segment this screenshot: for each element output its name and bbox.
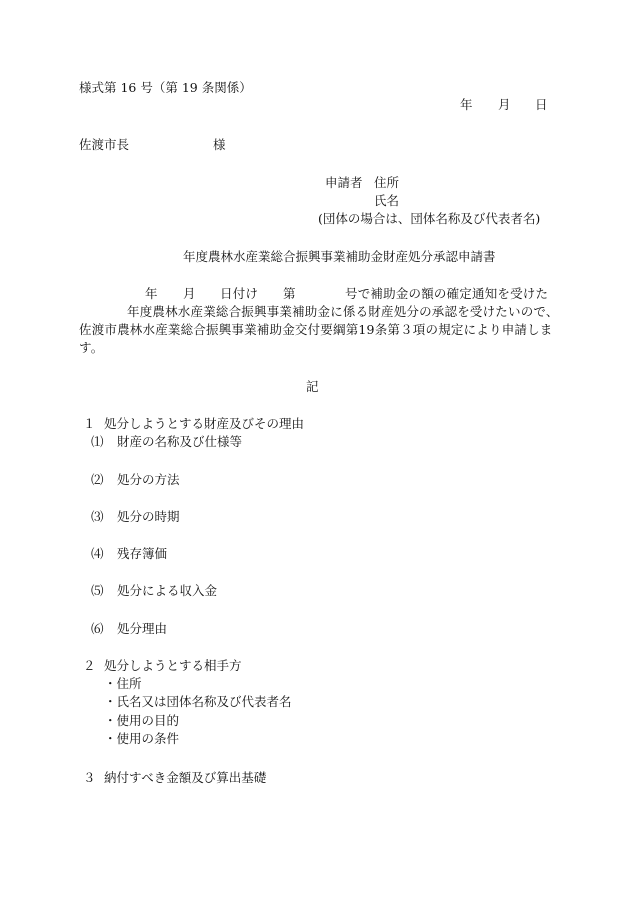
applicant-name-label: 氏名 (374, 193, 400, 208)
date-month: 月 (498, 97, 511, 112)
bullet-conditions: ・使用の条件 (104, 731, 180, 746)
item-2-label: 処分の方法 (117, 472, 180, 487)
form-label: 様式第 16 号（第 19 条関係） (79, 80, 252, 95)
section-1-num: １ (83, 416, 96, 431)
date-day: 日 (535, 97, 548, 112)
section-1-title: 処分しようとする財産及びその理由 (104, 416, 305, 431)
section-2-title: 処分しようとする相手方 (104, 658, 242, 673)
date-year: 年 (460, 97, 473, 112)
item-6-label: 処分理由 (117, 621, 168, 636)
body-line-3: 佐渡市農林水産業総合振興事業補助金交付要綱第19条第３項の規定により申請しま (79, 322, 553, 337)
ki-heading: 記 (306, 379, 319, 394)
addressee-name: 佐渡市長 (79, 137, 130, 152)
addressee-honorific: 様 (213, 137, 226, 152)
body-line-1-no-prefix: 第 (283, 286, 296, 301)
bullet-purpose: ・使用の目的 (104, 713, 180, 728)
body-line-1-no-suffix: 号で補助金の額の確定通知を受けた (345, 286, 549, 301)
body-line-1-dated: 日付け (220, 286, 259, 301)
bullet-address: ・住所 (104, 676, 142, 691)
item-3-label: 処分の時期 (117, 509, 180, 524)
item-3-num: ⑶ (91, 509, 104, 524)
body-line-2: 年度農林水産業総合振興事業補助金に係る財産処分の承認を受けたいので、 (127, 304, 559, 319)
item-5-label: 処分による収入金 (117, 583, 218, 598)
item-1-label: 財産の名称及び仕様等 (117, 434, 243, 449)
bullet-name: ・氏名又は団体名称及び代表者名 (104, 694, 292, 709)
item-2-num: ⑵ (91, 472, 104, 487)
section-3-title: 納付すべき金額及び算出基礎 (104, 770, 267, 785)
document-title: 年度農林水産業総合振興事業補助金財産処分承認申請書 (183, 249, 496, 264)
applicant-note: (団体の場合は、団体名称及び代表者名) (318, 211, 541, 226)
body-line-1-month: 月 (183, 286, 196, 301)
body-line-1-year: 年 (145, 286, 158, 301)
item-5-num: ⑸ (91, 583, 104, 598)
body-line-4: す。 (79, 340, 104, 355)
applicant-address-label: 住所 (374, 175, 400, 190)
item-4-num: ⑷ (91, 546, 104, 561)
item-4-label: 残存簿価 (117, 546, 168, 561)
item-6-num: ⑹ (91, 621, 104, 636)
applicant-label: 申請者 (325, 175, 363, 190)
section-3-num: ３ (83, 770, 96, 785)
item-1-num: ⑴ (91, 434, 104, 449)
section-2-num: ２ (83, 658, 96, 673)
